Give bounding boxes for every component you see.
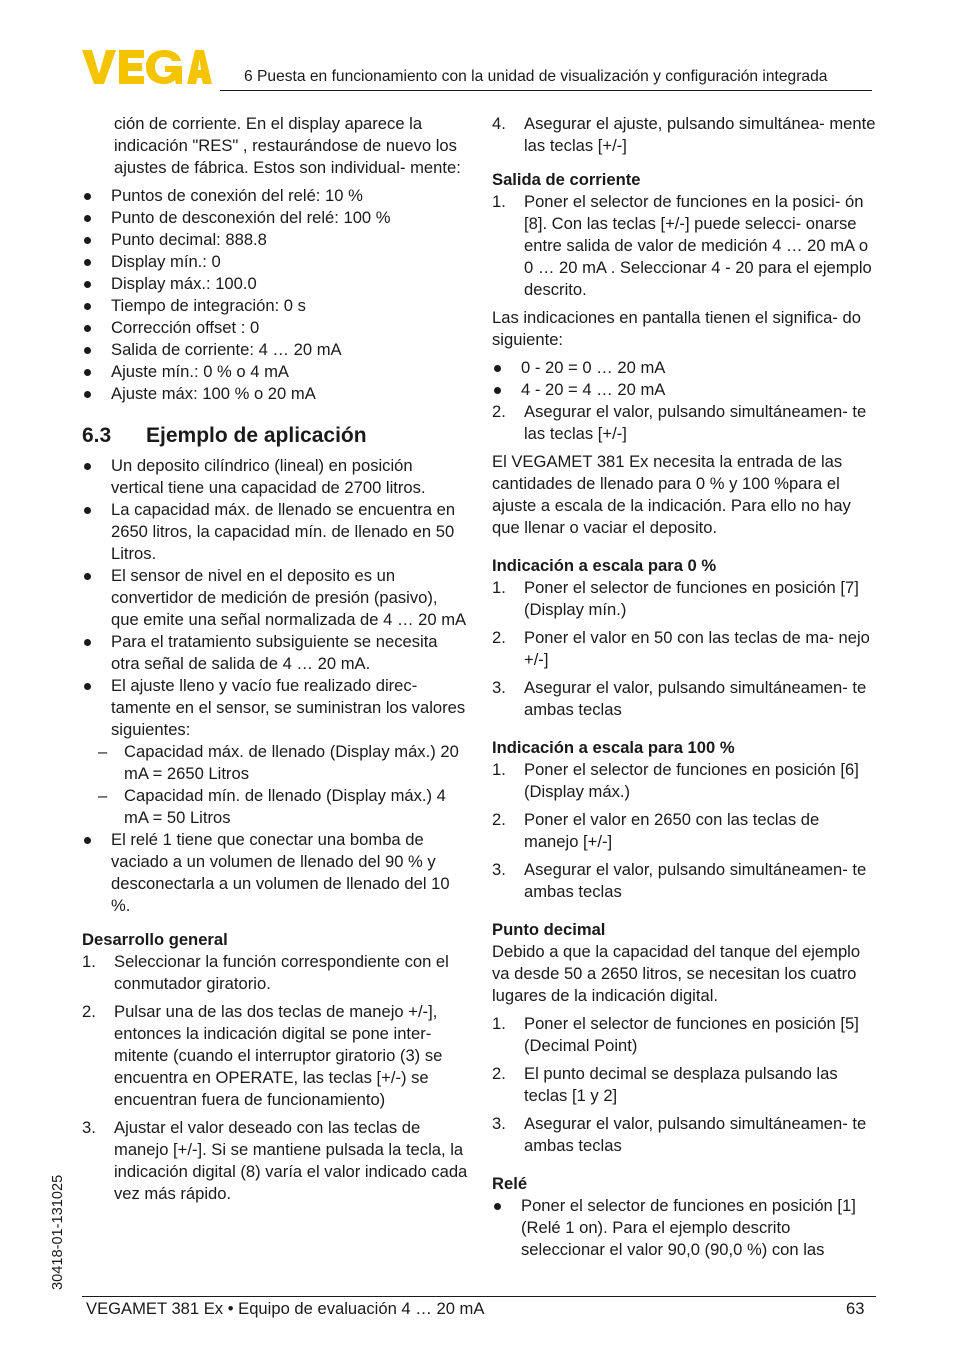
numbered-step — [492, 113, 876, 157]
subheading-decimal: Punto decimal — [492, 920, 606, 939]
list-item: Salida de corriente: 4 … 20 mA — [82, 339, 468, 361]
list-item: Para el tratamiento subsiguiente se necesita otra señal de salida de 4 … 20 mA. — [82, 631, 468, 675]
list-item: Ajuste mín.: 0 % o 4 mA — [82, 361, 468, 383]
section-title: Ejemplo de aplicación — [146, 424, 367, 447]
numbered-step — [492, 627, 876, 671]
step-number: 3. — [492, 860, 506, 879]
list-item: Puntos de conexión del relé: 10 % — [82, 185, 468, 207]
step-text: Asegurar el valor, pulsando simultáneamen- te ambas teclas — [524, 1114, 867, 1155]
step-number: 2. — [492, 628, 506, 647]
step-text: Poner el selector de funciones en posición [7] (Display mín.) — [524, 578, 859, 619]
numbered-step — [492, 859, 876, 903]
step-number: 2. — [492, 810, 506, 829]
step-text: Poner el valor en 50 con las teclas de ma- nejo +/-] — [524, 628, 870, 669]
step-text: Asegurar el valor, pulsando simultáneamen- te las teclas [+/-] — [524, 402, 867, 443]
list-item: Display máx.: 100.0 — [82, 273, 468, 295]
subheading-general: Desarrollo general — [82, 930, 228, 949]
list-item: 4 - 20 = 4 … 20 mA — [492, 379, 876, 401]
left-column — [82, 113, 468, 1205]
list-item: Punto de desconexión del relé: 100 % — [82, 207, 468, 229]
step-number: 2. — [492, 1064, 506, 1083]
defaults-list — [82, 185, 468, 405]
step-number: 1. — [82, 952, 96, 971]
numbered-step — [492, 401, 876, 445]
subheading-current-output: Salida de corriente — [492, 170, 641, 189]
list-item: Corrección offset : 0 — [82, 317, 468, 339]
step-number: 4. — [492, 114, 506, 133]
step-number: 3. — [82, 1118, 96, 1137]
step-text: Asegurar el valor, pulsando simultáneamen- te ambas teclas — [524, 678, 867, 719]
dash-item: – Capacidad mín. de llenado (Display máx.) 4 mA = 50 Litros — [82, 785, 468, 829]
step-text: Ajustar el valor deseado con las teclas de manejo [+/-]. Si se mantiene pulsada la tecla, la indicación digital (8) varía el valor indicado cada vez más rápido. — [114, 1118, 468, 1203]
step-number: 2. — [492, 402, 506, 421]
list-item: La capacidad máx. de llenado se encuentra en 2650 litros, la capacidad mín. de llenado en 50 Litros. — [82, 499, 468, 565]
list-item: Un deposito cilíndrico (lineal) en posición vertical tiene una capacidad de 2700 litros. — [82, 455, 468, 499]
document-code: 30418-01-131025 — [50, 1174, 66, 1290]
subheading-relay: Relé — [492, 1174, 528, 1193]
step-number: 1. — [492, 192, 506, 211]
list-item: Punto decimal: 888.8 — [82, 229, 468, 251]
subheading-scale-100: Indicación a escala para 100 % — [492, 738, 735, 757]
step-text: El punto decimal se desplaza pulsando las teclas [1 y 2] — [524, 1064, 838, 1105]
list-item: El sensor de nivel en el deposito es un convertidor de medición de presión (pasivo), que emite una señal normalizada de 4 … 20 mA — [82, 565, 468, 631]
numbered-step — [492, 809, 876, 853]
step-number: 3. — [492, 1114, 506, 1133]
step-number: 1. — [492, 1014, 506, 1033]
numbered-step — [492, 677, 876, 721]
numbered-step — [492, 1113, 876, 1157]
section-number: 6.3 — [82, 424, 112, 447]
step-number: 2. — [82, 1002, 96, 1021]
step-text: Poner el valor en 2650 con las teclas de manejo [+/-] — [524, 810, 820, 851]
numbered-step — [492, 759, 876, 803]
numbered-step — [82, 951, 468, 995]
numbered-step — [82, 1001, 468, 1111]
list-item: Display mín.: 0 — [82, 251, 468, 273]
list-item: Poner el selector de funciones en posición [1] (Relé 1 on). Para el ejemplo descrito seleccionar el valor 90,0 (90,0 %) con las — [492, 1195, 876, 1261]
footer-title: VEGAMET 381 Ex • Equipo de evaluación 4 … 20 mA — [86, 1299, 485, 1318]
section-heading — [82, 423, 468, 449]
list-item: Ajuste máx: 100 % o 20 mA — [82, 383, 468, 405]
step-number: 1. — [492, 760, 506, 779]
step-text: Pulsar una de las dos teclas de manejo +/-], entonces la indicación digital se pone inter- mitente (cuando el interruptor giratorio (3) se encuentra en OPERATE, las teclas [+/-) se encuentran fuera de funcionamiento) — [114, 1002, 443, 1109]
vega-logo — [82, 50, 212, 84]
list-item: 0 - 20 = 0 … 20 mA — [492, 357, 876, 379]
step-text: Poner el selector de funciones en la posici- ón [8]. Con las teclas [+/-] puede selecci- onarse entre salida de valor de medición 4 … 20 mA o 0 … 20 mA . Seleccionar 4 - 20 para el ejemplo descrito. — [524, 192, 872, 299]
step-number: 1. — [492, 578, 506, 597]
example-list — [82, 455, 468, 917]
numbered-step — [492, 1013, 876, 1057]
subheading-scale-0: Indicación a escala para 0 % — [492, 556, 717, 575]
step-text: Seleccionar la función correspondiente con el conmutador giratorio. — [114, 952, 449, 993]
numbered-step — [492, 191, 876, 301]
dash-item: – Capacidad máx. de llenado (Display máx.) 20 mA = 2650 Litros — [82, 741, 468, 785]
header-rule — [220, 90, 872, 91]
meaning-paragraph: Las indicaciones en pantalla tienen el significa- do siguiente: — [492, 308, 861, 349]
chapter-header: 6 Puesta en funcionamiento con la unidad de visualización y configuración integrada — [244, 68, 828, 85]
footer-rule — [82, 1296, 876, 1297]
numbered-step — [492, 577, 876, 621]
numbered-step — [82, 1117, 468, 1205]
list-item: Tiempo de integración: 0 s — [82, 295, 468, 317]
list-item: El ajuste lleno y vacío fue realizado direc- tamente en el sensor, se suministran los valores siguientes: — [82, 675, 468, 741]
meaning-list — [492, 357, 876, 401]
intro-paragraph: ción de corriente. En el display aparece la indicación "RES" , restaurándose de nuevo los ajustes de fábrica. Estos son individual- mente: — [114, 114, 461, 177]
list-item: El relé 1 tiene que conectar una bomba de vaciado a un volumen de llenado del 90 % y desconectarla a un volumen de llenado del 10 %. — [82, 829, 468, 917]
note-paragraph: El VEGAMET 381 Ex necesita la entrada de las cantidades de llenado para 0 % y 100 %para el ajuste a escala de la indicación. Para ello no hay que llenar o vaciar el deposito. — [492, 452, 851, 537]
decimal-intro: Debido a que la capacidad del tanque del ejemplo va desde 50 a 2650 litros, se necesitan los cuatro lugares de la indicación digital. — [492, 942, 861, 1005]
numbered-step — [492, 1063, 876, 1107]
step-text: Poner el selector de funciones en posición [6] (Display máx.) — [524, 760, 859, 801]
page-number: 63 — [846, 1299, 865, 1318]
step-number: 3. — [492, 678, 506, 697]
step-text: Asegurar el valor, pulsando simultáneamen- te ambas teclas — [524, 860, 867, 901]
step-text: Poner el selector de funciones en posición [5] (Decimal Point) — [524, 1014, 859, 1055]
right-column — [492, 113, 876, 1261]
step-text: Asegurar el ajuste, pulsando simultánea- mente las teclas [+/-] — [524, 114, 876, 155]
